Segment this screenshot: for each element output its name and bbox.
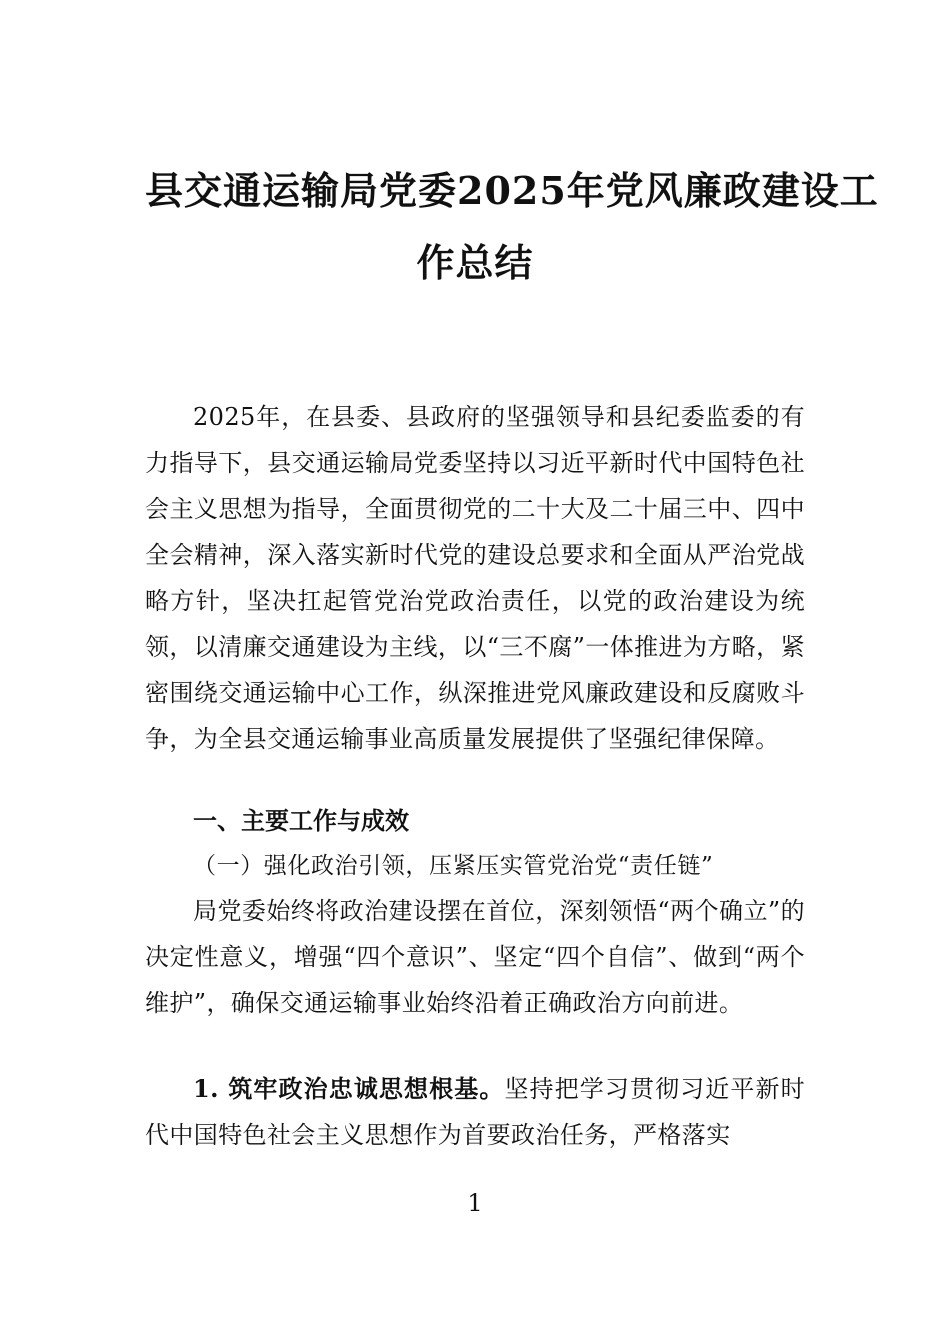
subsection-heading: （一）强化政治引领，压紧压实管党治党“责任链” (193, 853, 714, 879)
document-title-line-2: 作总结 (416, 240, 534, 285)
section-heading: 一、主要工作与成效 (193, 807, 409, 835)
paragraph-lead-heading: 1. 筑牢政治忠诚思想根基。 (193, 1074, 505, 1103)
paragraph-intro: 2025年，在县委、县政府的坚强领导和县纪委监委的有力指导下，县交通运输局党委坚持以习近平新时代中国特色社会主义思想为指导，全面贯彻党的二十大及二十届三中、四中全会精神，深入落实新时代党的建设总要求和全面从严治党战略方针，坚决扛起管党治党政治责任，以党的政治建设为统领，以清廉交通建设为主线，以“三不腐”一体推进为方略，紧密围绕交通运输中心工作，纵深推进党风廉政建设和反腐败斗争，为全县交通运输事业高质量发展提供了坚强纪律保障。 (145, 403, 805, 753)
document-title-line-1: 县交通运输局党委2025年党风廉政建设工 (145, 168, 879, 213)
page-number: 1 (467, 1189, 483, 1217)
paragraph-lead-text: 坚持把学习贯彻习近平新时代中国特色社会主义思想作为首要政治任务，严格落实 (145, 1075, 805, 1149)
paragraph-political-loyalty (145, 1066, 805, 1158)
paragraph-political-leadership: 局党委始终将政治建设摆在首位，深刻领悟“两个确立”的决定性意义，增强“四个意识”、坚定“四个自信”、做到“两个维护”，确保交通运输事业始终沿着正确政治方向前进。 (145, 897, 805, 1017)
